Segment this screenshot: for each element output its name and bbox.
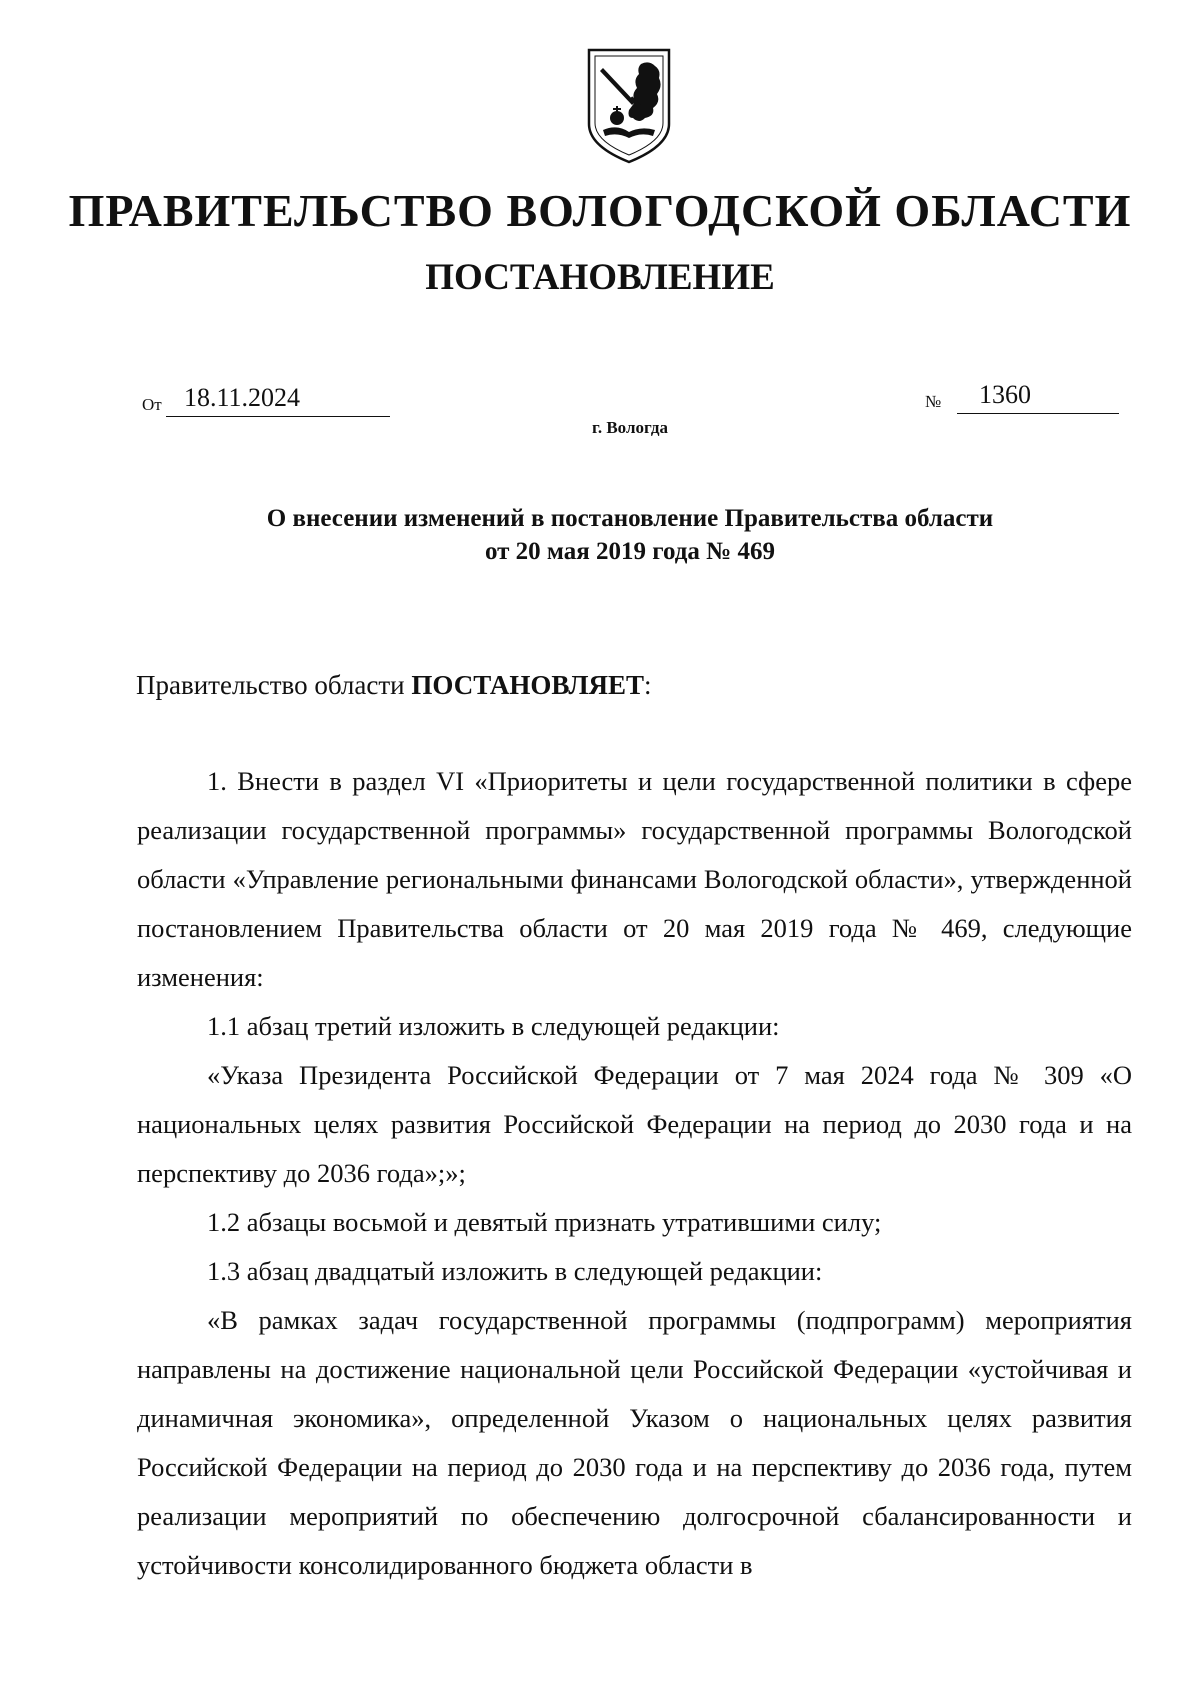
vologda-coat-of-arms-icon [583, 46, 675, 166]
paragraph-quote-1: «Указа Президента Российской Федерации от 7 мая 2024 года № 309 «О национальных целях развития Российской Федерации на период до 2030 года и на перспективу до 2036 года»;»; [137, 1060, 1132, 1188]
date-label: От [142, 395, 162, 414]
paragraph-1-2: 1.2 абзацы восьмой и девятый признать утратившими силу; [207, 1207, 882, 1237]
organization-title: ПРАВИТЕЛЬСТВО ВОЛОГОДСКОЙ ОБЛАСТИ [68, 185, 1132, 236]
decree-prefix: Правительство области [136, 670, 412, 700]
paragraph-1-3: 1.3 абзац двадцатый изложить в следующей редакции: [207, 1256, 823, 1286]
paragraph-quote-2: «В рамках задач государственной программы (подпрограмм) мероприятия направлены на достижение национальной цели Российской Федерации «устойчивая и динамичная экономика», определенной Указом о национальных целях развития Российской Федерации на период до 2030 года и на перспективу до 2036 года, путем реализации мероприятий по обеспечению долгосрочной сбалансированности и устойчивости консолидированного бюджета области в [137, 1305, 1132, 1580]
number-label: № [925, 392, 942, 411]
date-field [142, 383, 392, 419]
number-value: 1360 [979, 380, 1031, 409]
subject-line-2: от 20 мая 2019 года № 469 [484, 538, 776, 565]
decree-statement [136, 668, 652, 702]
subject-line-1: О внесении изменений в постановление Правительства области [266, 505, 994, 532]
paragraph-1-1: 1.1 абзац третий изложить в следующей редакции: [207, 1011, 780, 1041]
document-body [137, 757, 1132, 1590]
decree-keyword: ПОСТАНОВЛЯЕТ [411, 670, 644, 700]
decree-suffix: : [643, 670, 652, 700]
paragraph-1: 1. Внести в раздел VI «Приоритеты и цели государственной политики в сфере реализации государственной программы» государственной программы Вологодской области «Управление региональными финансами Вологодской области», утвержденной постановлением Правительства области от 20 мая 2019 года № 469, следующие изменения: [137, 766, 1132, 992]
document-type: ПОСТАНОВЛЕНИЕ [425, 257, 775, 298]
date-value: 18.11.2024 [184, 383, 301, 412]
document-subject [0, 502, 1200, 568]
number-field [925, 380, 1120, 416]
city-name: г. Вологда [592, 418, 668, 437]
number-underline [957, 413, 1119, 414]
date-underline [166, 416, 390, 417]
